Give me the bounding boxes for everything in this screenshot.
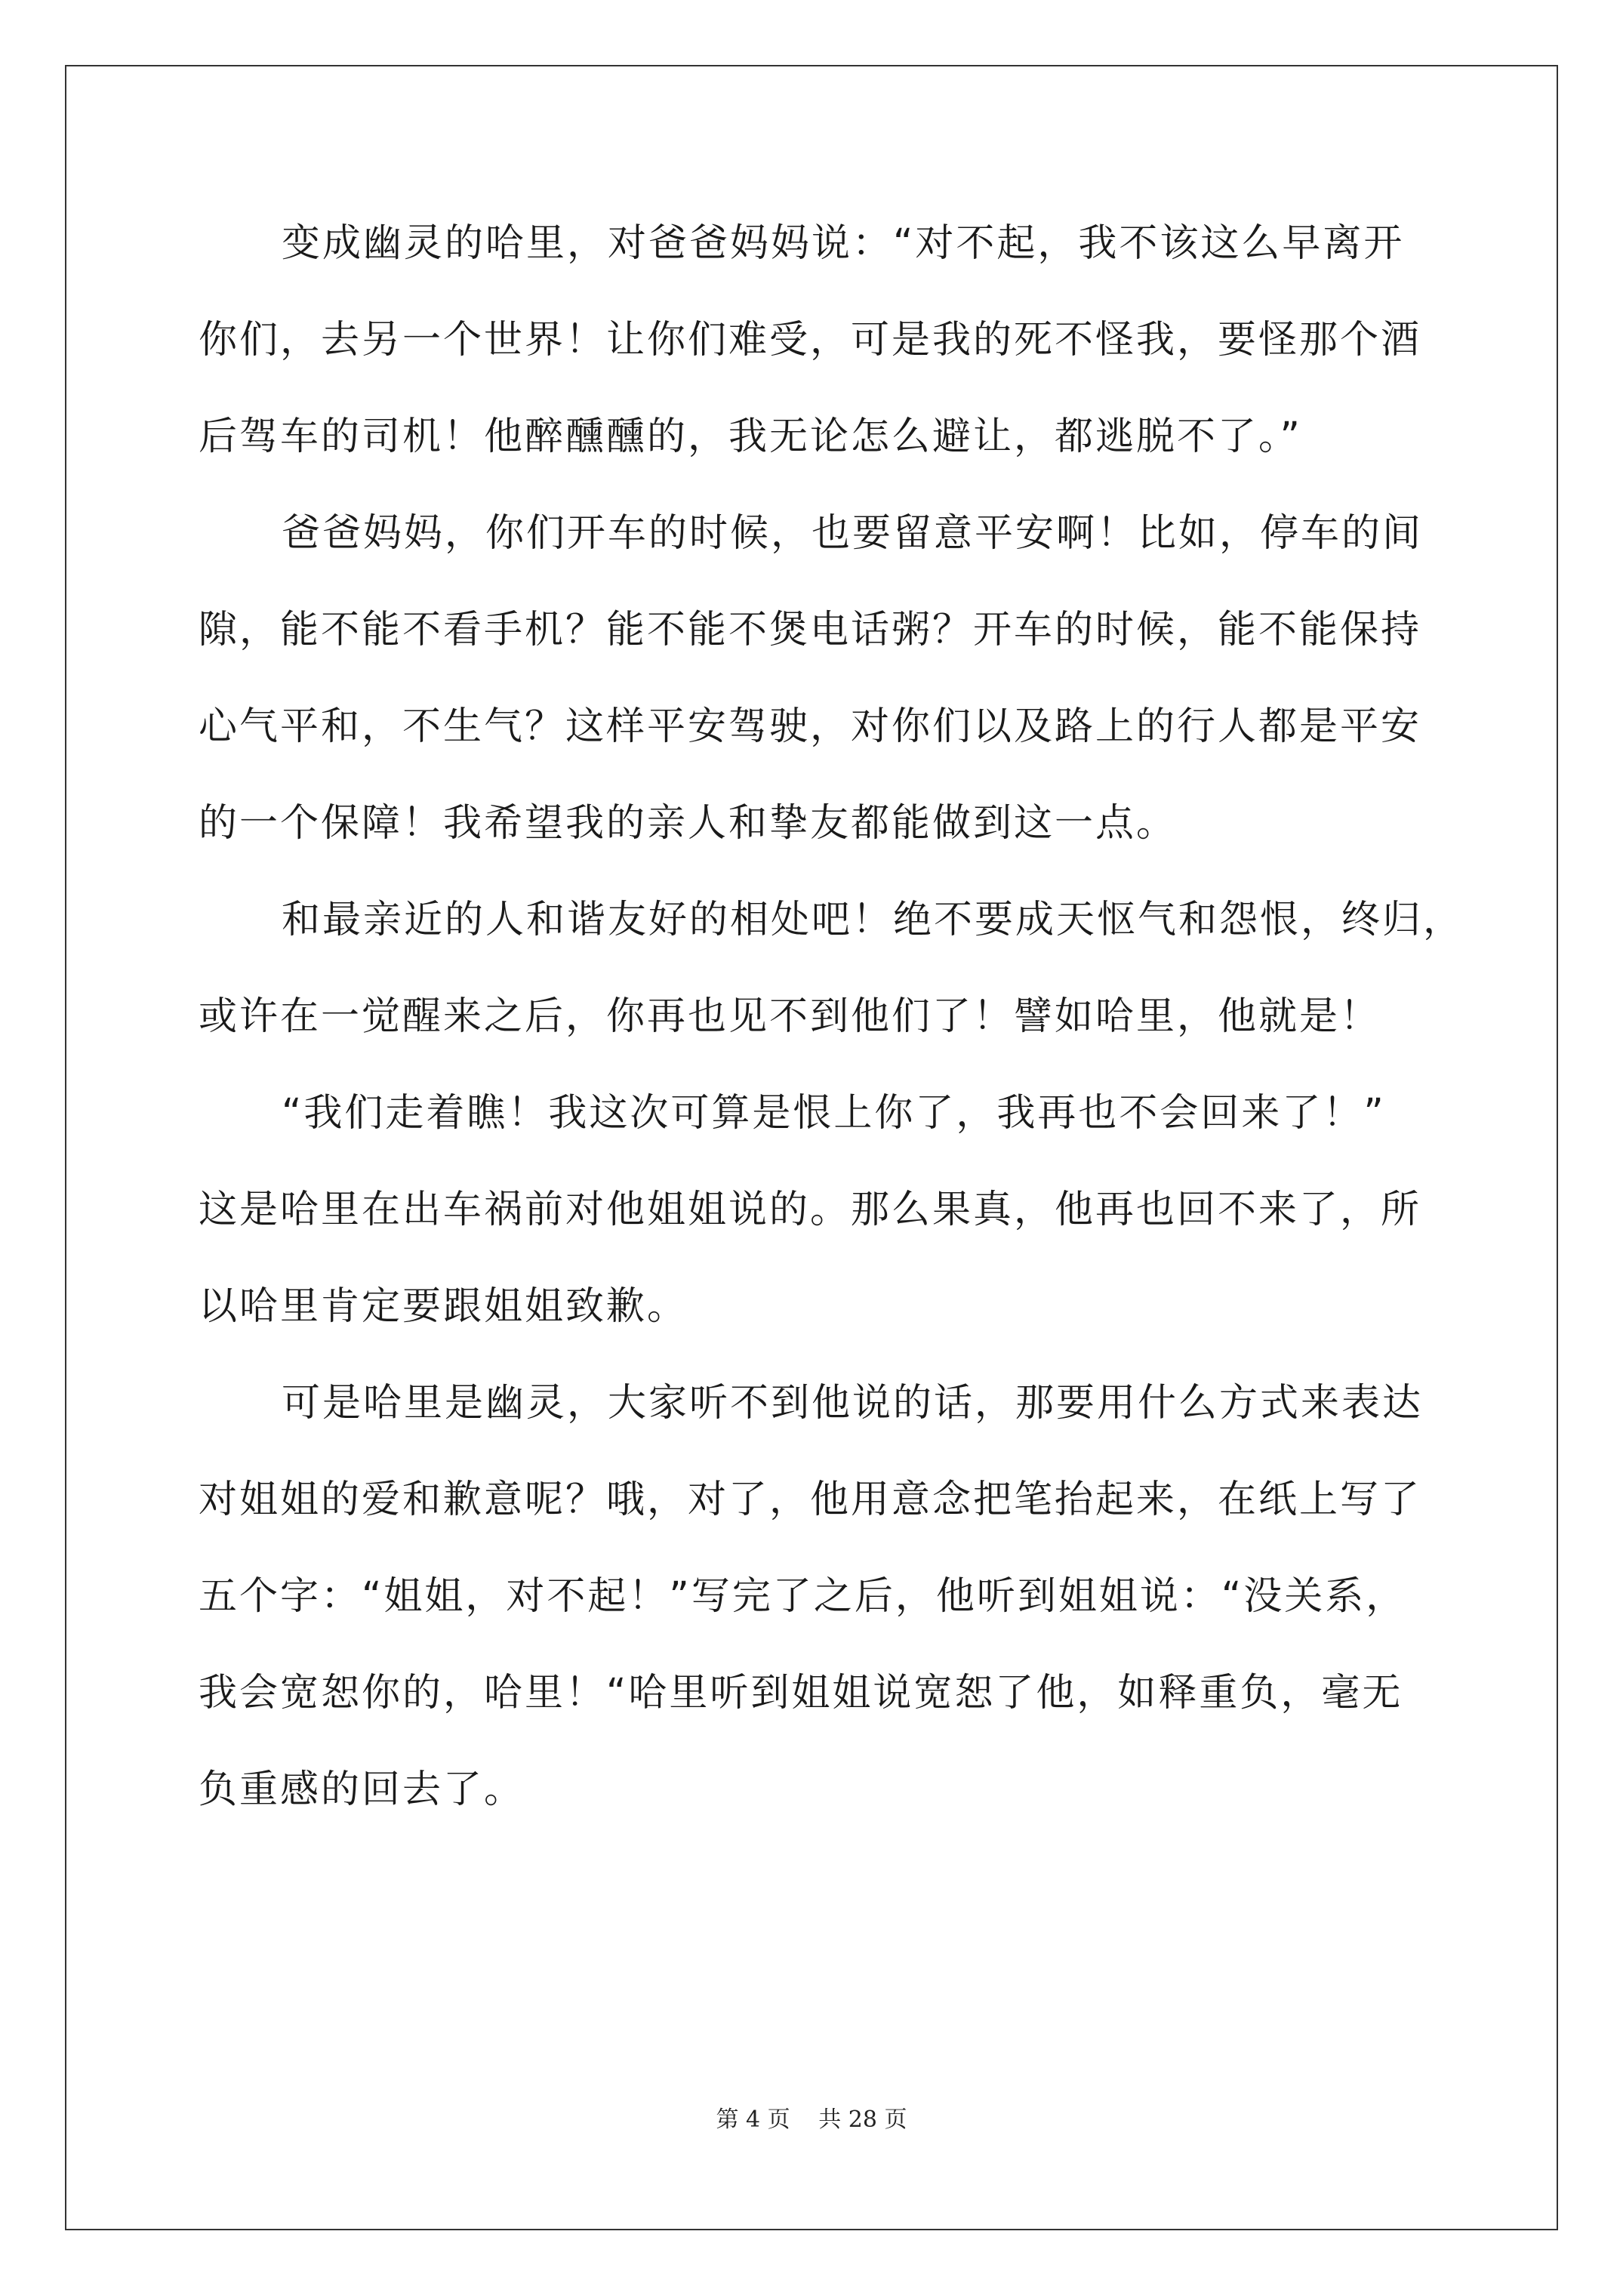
text-line: 变成幽灵的哈里，对爸爸妈妈说：“对不起，我不该这么早离开 [282, 221, 1405, 266]
text-line: 可是哈里是幽灵，大家听不到他说的话，那要用什么方式来表达 [282, 1381, 1424, 1425]
text-line: 这是哈里在出车祸前对他姐姐说的。那么果真，他再也回不来了，所 [199, 1188, 1422, 1232]
text-line: “我们走着瞧！我这次可算是恨上你了，我再也不会回来了！” [282, 1091, 1386, 1136]
text-line: 负重感的回去了。 [199, 1767, 525, 1812]
text-line: 你们，去另一个世界！让你们难受，可是我的死不怪我，要怪那个酒 [199, 318, 1422, 362]
text-line: 和最亲近的人和谐友好的相处吧！绝不要成天怄气和怨恨，终归， [282, 898, 1464, 942]
text-line: 爸爸妈妈，你们开车的时候，也要留意平安啊！比如，停车的间 [282, 511, 1424, 556]
text-line: 以哈里肯定要跟姐姐致歉。 [199, 1284, 688, 1329]
page-total: 共 28 页 [818, 2106, 907, 2133]
text-line: 隙，能不能不看手机？能不能不煲电话粥？开车的时候，能不能保持 [199, 608, 1422, 652]
text-line: 后驾车的司机！他醉醺醺的，我无论怎么避让，都逃脱不了。” [199, 415, 1302, 459]
text-line: 对姐姐的爱和歉意呢？哦，对了，他用意念把笔抬起来，在纸上写了 [199, 1478, 1422, 1522]
page-number: 第 4 页 [716, 2106, 790, 2133]
page-footer [0, 2100, 1623, 2134]
text-line: 或许在一觉醒来之后，你再也见不到他们了！譬如哈里，他就是！ [199, 994, 1381, 1039]
text-line: 心气平和，不生气？这样平安驾驶，对你们以及路上的行人都是平安 [199, 704, 1422, 749]
text-line: 我会宽恕你的，哈里！“哈里听到姐姐说宽恕了他，如释重负，毫无 [199, 1671, 1403, 1715]
text-line: 的一个保障！我希望我的亲人和挚友都能做到这一点。 [199, 801, 1178, 846]
page-border [65, 65, 1558, 2230]
text-line: 五个字：“姐姐，对不起！”写完了之后，他听到姐姐说：“没关系， [199, 1574, 1407, 1619]
